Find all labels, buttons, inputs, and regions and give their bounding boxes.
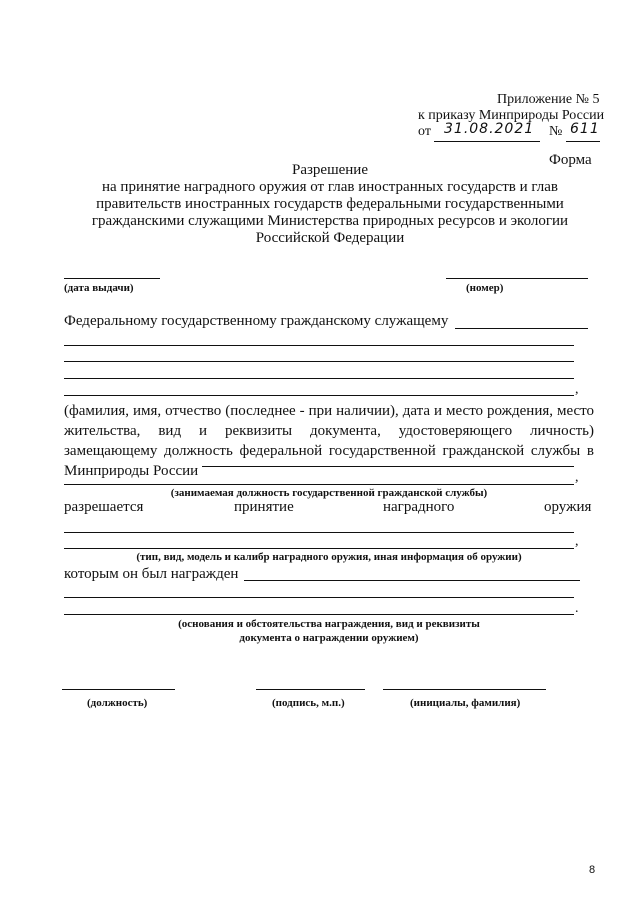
- addressee-label: Федеральному государственному гражданскому служащему: [64, 313, 449, 329]
- position-caption: (занимаемая должность государственной гражданской службы): [170, 487, 488, 499]
- grounds-caption-line: документа о награждении оружием): [239, 632, 419, 644]
- comma: ,: [575, 534, 579, 549]
- position-caption-sig: (должность): [87, 697, 148, 709]
- blank-line: [64, 548, 574, 549]
- initials-signature-line: [383, 689, 546, 690]
- awarded-label: которым он был награжден: [64, 566, 239, 582]
- award-word: наградного: [383, 499, 455, 515]
- issue-date-line: [64, 278, 160, 279]
- number-label: №: [549, 124, 563, 139]
- weapon-word: оружия: [544, 499, 592, 515]
- details-paragraph: [64, 401, 594, 481]
- comma: ,: [575, 470, 579, 485]
- signature-line: [256, 689, 365, 690]
- ministry-line: [202, 466, 574, 467]
- number-line: [446, 278, 588, 279]
- details-line: замещающему должность федеральной государственной гражданской службы в: [64, 443, 594, 459]
- handwritten-number: 611: [570, 121, 600, 137]
- order-reference: к приказу Минприроды России: [418, 108, 605, 123]
- blank-line: [64, 532, 574, 533]
- title-line: Разрешение: [291, 162, 368, 178]
- blank-line: [64, 614, 574, 615]
- issue-date-caption: (дата выдачи): [64, 282, 134, 294]
- blank-line: [64, 395, 574, 396]
- title-line: гражданскими служащими Министерства природных ресурсов и экологии: [91, 213, 569, 229]
- from-label: от: [418, 124, 431, 139]
- signature-caption: (подпись, м.п.): [272, 697, 345, 709]
- handwritten-date: 31.08.2021: [444, 121, 535, 137]
- date-underline: [434, 141, 540, 142]
- document-title: [60, 162, 600, 247]
- number-caption: (номер): [466, 282, 504, 294]
- title-line: на принятие наградного оружия от глав иностранных государств и глав: [102, 179, 558, 195]
- blank-line: [64, 361, 574, 362]
- details-line: жительства, вид и реквизиты документа, удостоверяющего личность): [64, 423, 594, 439]
- number-underline: [566, 141, 600, 142]
- initials-caption: (инициалы, фамилия): [410, 697, 521, 709]
- acceptance-word: принятие: [234, 499, 294, 515]
- page-number: 8: [589, 864, 596, 876]
- blank-line: [64, 484, 574, 485]
- details-line: (фамилия, имя, отчество (последнее - при наличии), дата и место рождения, место: [64, 403, 594, 419]
- weapon-caption: (тип, вид, модель и калибр наградного оружия, иная информация об оружии): [136, 551, 522, 563]
- position-signature-line: [62, 689, 175, 690]
- appendix-label: Приложение № 5: [497, 92, 600, 107]
- title-line: правительств иностранных государств федеральными государственными: [96, 196, 564, 212]
- allowed-word: разрешается: [64, 499, 144, 515]
- blank-line: [64, 345, 574, 346]
- title-line: Российской Федерации: [255, 230, 405, 246]
- blank-line: [64, 378, 574, 379]
- comma: ,: [575, 382, 579, 397]
- form-label: Форма: [549, 152, 592, 168]
- details-line: Минприроды России: [64, 463, 199, 479]
- grounds-caption: [64, 617, 594, 645]
- period: .: [575, 601, 579, 616]
- blank-line: [64, 597, 574, 598]
- awarded-line: [244, 580, 580, 581]
- addressee-line: [455, 328, 588, 329]
- grounds-caption-line: (основания и обстоятельства награждения, вид и реквизиты: [178, 618, 480, 630]
